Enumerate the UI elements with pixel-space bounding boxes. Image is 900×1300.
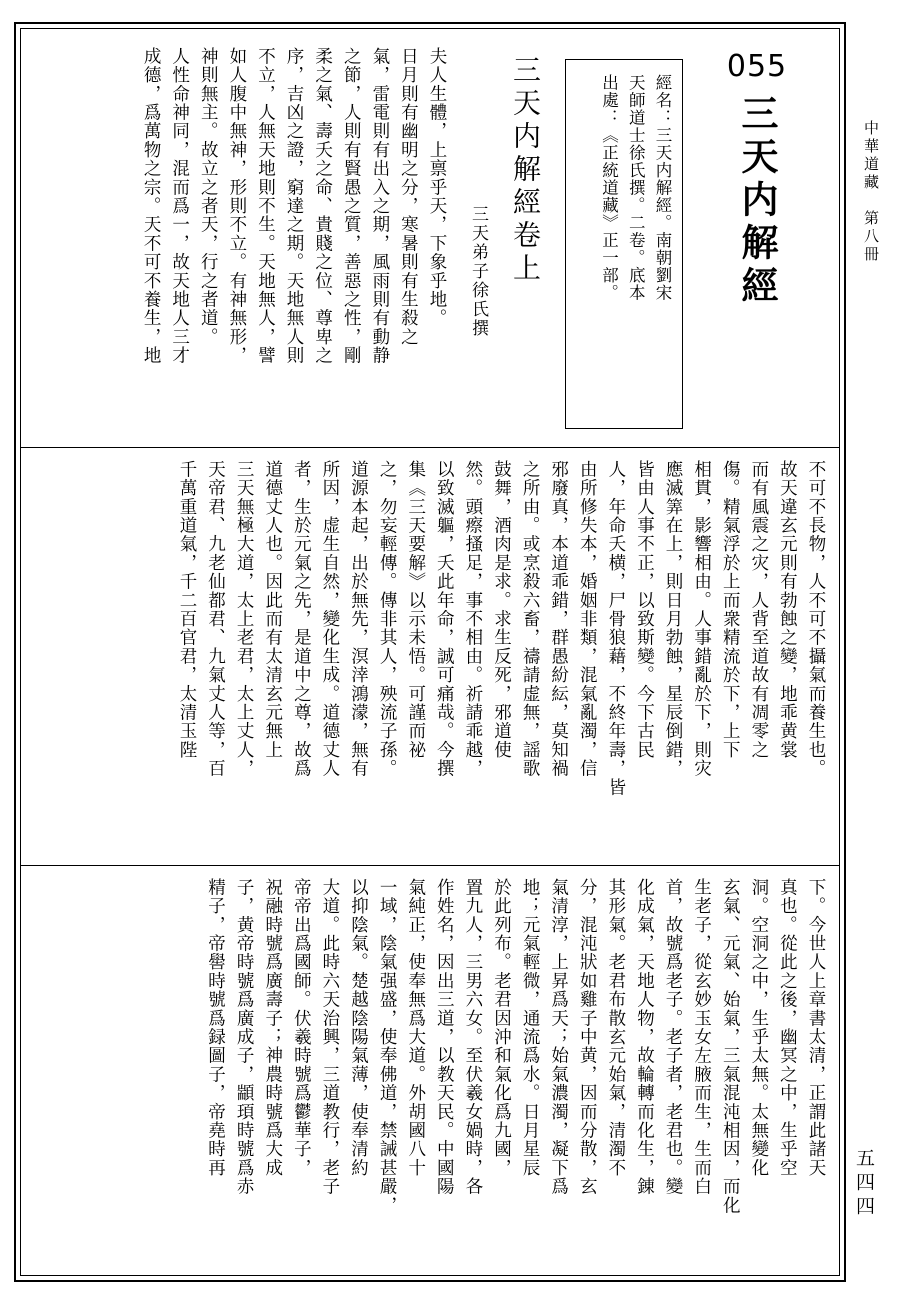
text-column: 夫人生體，上禀乎天，下象乎地。 (427, 47, 447, 328)
text-column: 置九人，三男六女。至伏羲女媧時，各 (462, 878, 483, 1196)
text-column: 而有風震之灾，人背至道故有凋零之 (748, 460, 769, 760)
text-column: 生老子，從玄妙玉女左腋而生，生而白 (691, 878, 712, 1196)
text-column: 於此列布。老君因沖和氣化爲九國， (491, 878, 512, 1178)
text-column: 鼓舞，酒肉是求。求生反死，邪道使 (491, 460, 512, 760)
text-column: 玄氣、元氣、始氣，三氣混沌相因，而化 (720, 878, 741, 1215)
text-column: 之所由。或烹殺六畜，禱請虚無，謡歌 (520, 460, 541, 778)
text-column: 首，故號爲老子。老子者，老君也。變 (663, 878, 684, 1196)
band-middle-columns (21, 448, 839, 866)
juan-heading-block (466, 55, 545, 435)
text-frame-inner (20, 28, 840, 1276)
scripture-number: 055 (726, 49, 788, 84)
text-column: 人，年命夭横，尸骨狼藉，不終年壽，皆 (605, 460, 626, 797)
text-column: 氣純正，使奉無爲大道。外胡國八十 (405, 878, 426, 1178)
text-column: 日月則有幽明之分，寒暑則有生殺之 (398, 47, 419, 347)
text-column: 下。今世人上章書太清，正謂此諸天 (806, 878, 826, 1178)
text-column: 柔之氣、壽夭之命、貴賤之位、尊卑之 (312, 47, 333, 365)
text-column: 分，混沌狀如雞子中黄，因而分散，玄 (577, 878, 598, 1196)
page-folio-number: 五四四 (853, 1148, 875, 1220)
juan-subtitle: 三天弟子徐氏撰 (468, 205, 488, 338)
text-column: 精子，帝嚳時號爲録圖子，帝堯時再 (205, 878, 226, 1178)
text-column: 化成氣，天地人物，故輪轉而化生，錬 (634, 878, 655, 1196)
info-line: 經名：三天内解經。南朝劉宋 (653, 74, 672, 302)
text-column: 之節，人則有賢愚之質，善惡之性，剛 (341, 47, 362, 365)
text-column: 如人腹中無神，形則不立。有神無形， (226, 47, 247, 365)
text-column: 傷。精氣浮於上而衆精流於下，上下 (720, 460, 741, 760)
text-column: 三天無極大道，太上老君，太上丈人， (234, 460, 255, 778)
text-column: 子，黄帝時號爲廣成子，顓頊時號爲赤 (234, 878, 255, 1196)
text-column: 千萬重道氣，千二百官君，太清玉陛 (176, 460, 197, 760)
text-column: 作姓名，因出三道，以教天民。中國陽 (434, 878, 455, 1196)
text-column: 大道。此時六天治興，三道教行，老子 (319, 878, 340, 1196)
text-column: 相貫，影響相由。人事錯亂於下，則灾 (691, 460, 712, 778)
text-column: 地；元氣輕微，通流爲水。日月星辰 (520, 878, 541, 1178)
text-column: 祝融時號爲廣壽子；神農時號爲大成 (262, 878, 283, 1178)
text-column: 不立，人無天地則不生。天地無人，譬 (255, 47, 276, 365)
text-column: 皆由人事不正，以致斯變。今下古民 (634, 460, 655, 760)
scripture-title: 三天内解經 (735, 94, 779, 309)
text-column: 真也。從此之後，幽冥之中，生乎空 (777, 878, 798, 1178)
band-top-columns (33, 45, 450, 437)
text-column: 天帝君、九老仙都君、九氣丈人等，百 (205, 460, 226, 778)
text-column: 帝帝出爲國師。伏羲時號爲鬱華子， (291, 878, 312, 1178)
band-bottom-columns (21, 866, 839, 1270)
text-column: 洞。空洞之中，生乎太無。太無變化 (748, 878, 769, 1178)
text-column: 道源本起，出於無先，溟涬鴻濛，無有 (348, 460, 369, 778)
text-column: 應滅筭在上，則日月勃蝕，星辰倒錯， (663, 460, 684, 778)
text-column: 神則無主。故立之者天，行之者道。 (198, 47, 219, 347)
text-column: 集《三天要解》以示未悟。可謹而祕 (405, 460, 426, 760)
band-top (21, 29, 839, 447)
text-column: 以抑陰氣。楚越陰陽氣薄，使奉清約 (348, 878, 369, 1178)
text-column: 故天違玄元則有勃蝕之變，地乖黄裳 (777, 460, 798, 760)
text-column: 氣，雷電則有出入之期，風雨則有動静 (369, 47, 390, 365)
text-column: 以致滅軀，夭此年命，誠可痛哉。今撰 (434, 460, 455, 778)
title-block (697, 45, 817, 309)
running-head: 中華道藏 第八冊 (862, 120, 880, 264)
info-line: 出處：《正統道藏》正一部。 (599, 74, 619, 302)
band-middle (21, 447, 839, 866)
text-column: 由所修失本，婚姻非類，混氣亂濁，信 (577, 460, 598, 778)
text-frame (14, 22, 846, 1282)
text-column: 者，生於元氣之先，是道中之尊，故爲 (291, 460, 312, 778)
text-column: 道德丈人也。因此而有太清玄元無上 (262, 460, 283, 760)
text-column: 氣清淳，上昇爲天；始氣濃濁，凝下爲 (548, 878, 569, 1196)
text-column: 所因，虚生自然，變化生成。道德丈人 (319, 460, 340, 778)
text-column: 之，勿妄輕傳。傳非其人，殃流子孫。 (377, 460, 398, 778)
text-column: 其形氣。老君布散玄元始氣，清濁不 (605, 878, 626, 1178)
text-column: 一域，陰氣强盛，使奉佛道，禁誡甚嚴， (377, 878, 398, 1215)
band-bottom (21, 865, 839, 1270)
text-column: 邪廢真，本道乖錯，群愚紛紜，莫知禍 (548, 460, 569, 778)
text-column: 不可不長物，人不可不攝氣而養生也。 (806, 460, 826, 778)
scripture-info-box (565, 59, 683, 429)
info-line: 天師道士徐氏撰。二卷。底本 (626, 74, 646, 302)
juan-title: 三天内解經卷上 (509, 55, 542, 286)
text-column: 然。頭瘵搔足，事不相由。祈請乖越， (462, 460, 483, 778)
text-column: 成德，爲萬物之宗。天不可不養生，地 (141, 47, 162, 365)
text-column: 人性命神同，混而爲一，故天地人三才 (169, 47, 190, 365)
text-column: 序，吉凶之證，窮達之期。天地無人則 (284, 47, 305, 365)
